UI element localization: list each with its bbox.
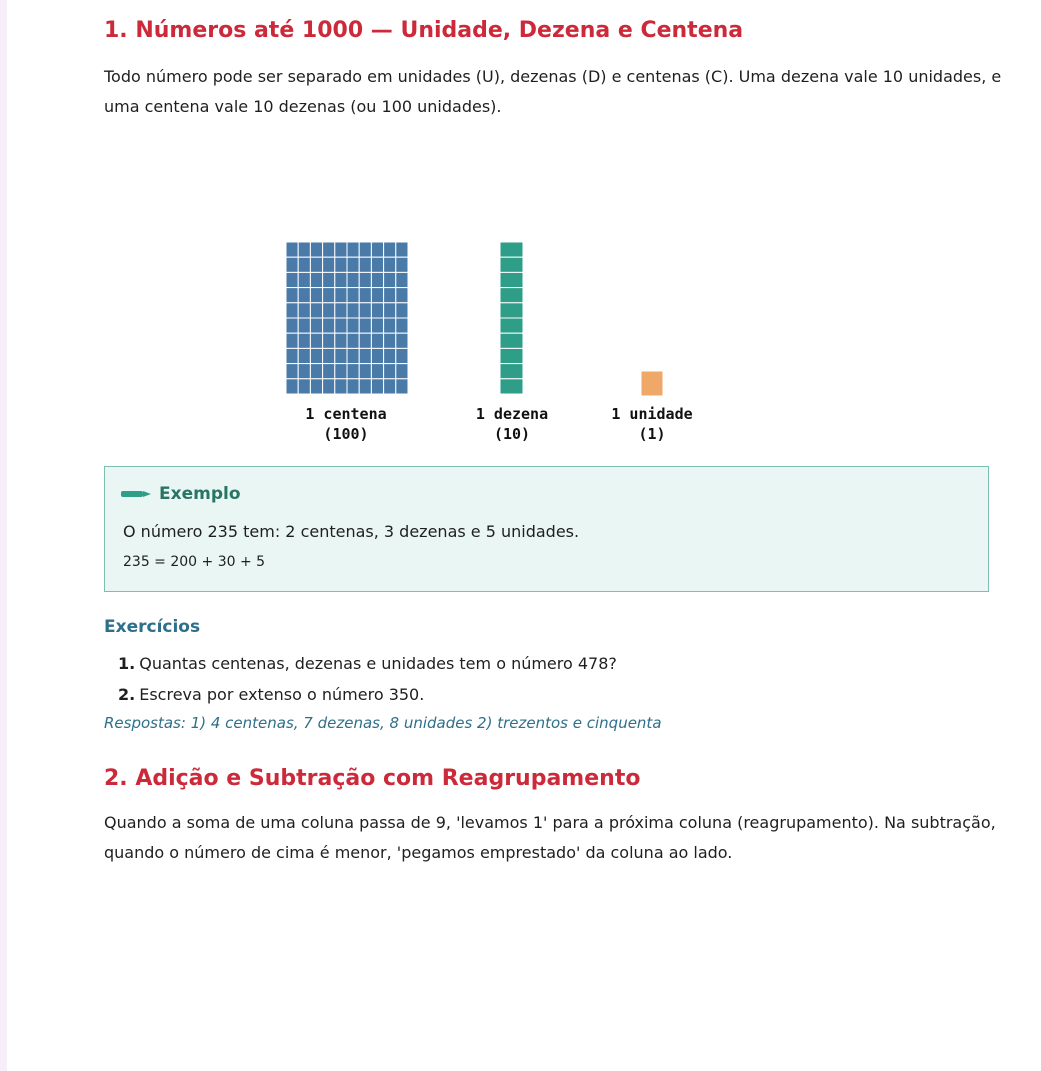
centena-cell bbox=[310, 257, 322, 272]
centena-cell bbox=[359, 257, 371, 272]
centena-cell bbox=[347, 257, 359, 272]
centena-cell bbox=[286, 257, 298, 272]
centena-cell bbox=[371, 348, 383, 363]
left-margin-strip bbox=[0, 0, 7, 1071]
centena-cell bbox=[384, 348, 396, 363]
centena-cell bbox=[323, 348, 335, 363]
dezena-cell bbox=[500, 333, 523, 348]
centena-cell bbox=[335, 272, 347, 287]
centena-cell bbox=[384, 318, 396, 333]
centena-cell bbox=[286, 272, 298, 287]
centena-cell bbox=[359, 242, 371, 257]
centena-cell bbox=[335, 364, 347, 379]
exercises-title: Exercícios bbox=[104, 617, 201, 637]
centena-cell bbox=[323, 242, 335, 257]
centena-cell bbox=[286, 318, 298, 333]
centena-cell bbox=[347, 364, 359, 379]
exercise-item bbox=[118, 679, 617, 710]
centena-cell bbox=[371, 257, 383, 272]
centena-cell bbox=[310, 303, 322, 318]
centena-cell bbox=[347, 288, 359, 303]
centena-cell bbox=[335, 257, 347, 272]
dezena-cell bbox=[500, 257, 523, 272]
marker-icon bbox=[121, 489, 153, 499]
centena-cell bbox=[396, 288, 408, 303]
centena-cell bbox=[335, 242, 347, 257]
dezena-cell bbox=[500, 303, 523, 318]
centena-cell bbox=[384, 333, 396, 348]
unidade-value: (1) bbox=[638, 425, 666, 443]
centena-cell bbox=[310, 379, 322, 394]
centena-cell bbox=[310, 272, 322, 287]
centena-cell bbox=[371, 303, 383, 318]
centena-cell bbox=[286, 303, 298, 318]
centena-cell bbox=[384, 303, 396, 318]
dezena-cell bbox=[500, 364, 523, 379]
centena-cell bbox=[310, 333, 322, 348]
centena-cell bbox=[335, 303, 347, 318]
centena-cell bbox=[359, 364, 371, 379]
centena-cell bbox=[298, 257, 310, 272]
example-header bbox=[121, 484, 241, 504]
exercise-text: Quantas centenas, dezenas e unidades tem o número 478? bbox=[139, 654, 617, 673]
centena-label: 1 centena bbox=[305, 405, 387, 423]
answers-text: Respostas: 1) 4 centenas, 7 dezenas, 8 unidades 2) trezentos e cinquenta bbox=[104, 714, 662, 732]
centena-cell bbox=[384, 257, 396, 272]
centena-cell bbox=[323, 364, 335, 379]
centena-cell bbox=[347, 333, 359, 348]
centena-cell bbox=[323, 333, 335, 348]
centena-cell bbox=[286, 364, 298, 379]
example-title: Exemplo bbox=[159, 484, 241, 504]
centena-cell bbox=[371, 272, 383, 287]
centena-cell bbox=[286, 288, 298, 303]
unidade-caption bbox=[582, 404, 722, 444]
centena-cell bbox=[347, 379, 359, 394]
centena-cell bbox=[371, 288, 383, 303]
centena-cell bbox=[371, 379, 383, 394]
centena-cell bbox=[323, 379, 335, 394]
centena-cell bbox=[371, 333, 383, 348]
exercise-number: 1. bbox=[118, 654, 136, 673]
centena-cell bbox=[323, 272, 335, 287]
centena-cell bbox=[347, 303, 359, 318]
centena-cell bbox=[335, 318, 347, 333]
centena-cell bbox=[359, 272, 371, 287]
centena-cell bbox=[347, 348, 359, 363]
section-1-title: 1. Números até 1000 — Unidade, Dezena e Centena bbox=[104, 18, 744, 43]
centena-cell bbox=[323, 257, 335, 272]
centena-cell bbox=[286, 333, 298, 348]
centena-cell bbox=[286, 379, 298, 394]
dezena-cell bbox=[500, 242, 523, 257]
centena-cell bbox=[371, 318, 383, 333]
centena-cell bbox=[384, 364, 396, 379]
centena-cell bbox=[298, 333, 310, 348]
centena-cell bbox=[359, 348, 371, 363]
dezena-value: (10) bbox=[493, 425, 531, 443]
exercise-number: 2. bbox=[118, 685, 136, 704]
centena-cell bbox=[310, 288, 322, 303]
exercise-list bbox=[118, 648, 617, 710]
centena-cell bbox=[384, 242, 396, 257]
centena-cell bbox=[396, 364, 408, 379]
exercise-text: Escreva por extenso o número 350. bbox=[139, 685, 425, 704]
centena-cell bbox=[286, 348, 298, 363]
centena-cell bbox=[347, 318, 359, 333]
centena-cell bbox=[298, 288, 310, 303]
centena-cell bbox=[310, 242, 322, 257]
dezena-caption bbox=[442, 404, 582, 444]
centena-cell bbox=[310, 348, 322, 363]
centena-cell bbox=[396, 333, 408, 348]
section-1-intro: Todo número pode ser separado em unidades (U), dezenas (D) e centenas (C). Uma dezena vale 10 unidades, e uma centena vale 10 dezenas (ou 100 unidades). bbox=[104, 67, 1002, 116]
centena-cell bbox=[396, 379, 408, 394]
centena-cell bbox=[371, 364, 383, 379]
centena-cell bbox=[335, 348, 347, 363]
section-2-title: 2. Adição e Subtração com Reagrupamento bbox=[104, 766, 641, 791]
centena-cell bbox=[396, 348, 408, 363]
section-2-intro: Quando a soma de uma coluna passa de 9, 'levamos 1' para a próxima coluna (reagrupamento). Na subtração, quando o número de cima é menor, 'pegamos emprestado' da coluna ao lado. bbox=[104, 813, 996, 862]
centena-cell bbox=[298, 303, 310, 318]
centena-cell bbox=[384, 379, 396, 394]
centena-cell bbox=[347, 272, 359, 287]
centena-cell bbox=[335, 379, 347, 394]
dezena-label: 1 dezena bbox=[475, 405, 549, 423]
dezena-cell bbox=[500, 379, 523, 394]
centena-cell bbox=[384, 272, 396, 287]
centena-cell bbox=[371, 242, 383, 257]
centena-cell bbox=[298, 242, 310, 257]
centena-cell bbox=[298, 272, 310, 287]
base-ten-blocks-drawing bbox=[240, 238, 740, 398]
centena-cell bbox=[396, 318, 408, 333]
centena-cell bbox=[396, 272, 408, 287]
unidade-label: 1 unidade bbox=[611, 405, 693, 423]
dezena-cell bbox=[500, 272, 523, 287]
unidade-cube bbox=[641, 371, 663, 396]
centena-value: (100) bbox=[323, 425, 369, 443]
example-text: O número 235 tem: 2 centenas, 3 dezenas e 5 unidades. bbox=[123, 522, 580, 541]
centena-cell bbox=[323, 303, 335, 318]
centena-cell bbox=[298, 318, 310, 333]
centena-cell bbox=[323, 318, 335, 333]
centena-cell bbox=[359, 333, 371, 348]
centena-cell bbox=[298, 379, 310, 394]
centena-cell bbox=[310, 318, 322, 333]
example-equation: 235 = 200 + 30 + 5 bbox=[123, 554, 266, 570]
centena-cell bbox=[286, 242, 298, 257]
centena-cell bbox=[335, 333, 347, 348]
centena-cell bbox=[384, 288, 396, 303]
centena-cell bbox=[347, 242, 359, 257]
dezena-cell bbox=[500, 288, 523, 303]
centena-cell bbox=[335, 288, 347, 303]
centena-cell bbox=[298, 348, 310, 363]
exercise-item bbox=[118, 648, 617, 679]
base-ten-blocks-figure bbox=[240, 238, 740, 448]
example-box bbox=[104, 466, 989, 592]
centena-cell bbox=[396, 242, 408, 257]
dezena-cell bbox=[500, 318, 523, 333]
centena-cell bbox=[323, 288, 335, 303]
centena-cell bbox=[396, 257, 408, 272]
centena-cell bbox=[298, 364, 310, 379]
centena-cell bbox=[310, 364, 322, 379]
centena-cell bbox=[396, 303, 408, 318]
centena-cell bbox=[359, 303, 371, 318]
dezena-cell bbox=[500, 348, 523, 363]
centena-cell bbox=[359, 379, 371, 394]
centena-cell bbox=[359, 318, 371, 333]
centena-caption bbox=[276, 404, 416, 444]
centena-cell bbox=[359, 288, 371, 303]
